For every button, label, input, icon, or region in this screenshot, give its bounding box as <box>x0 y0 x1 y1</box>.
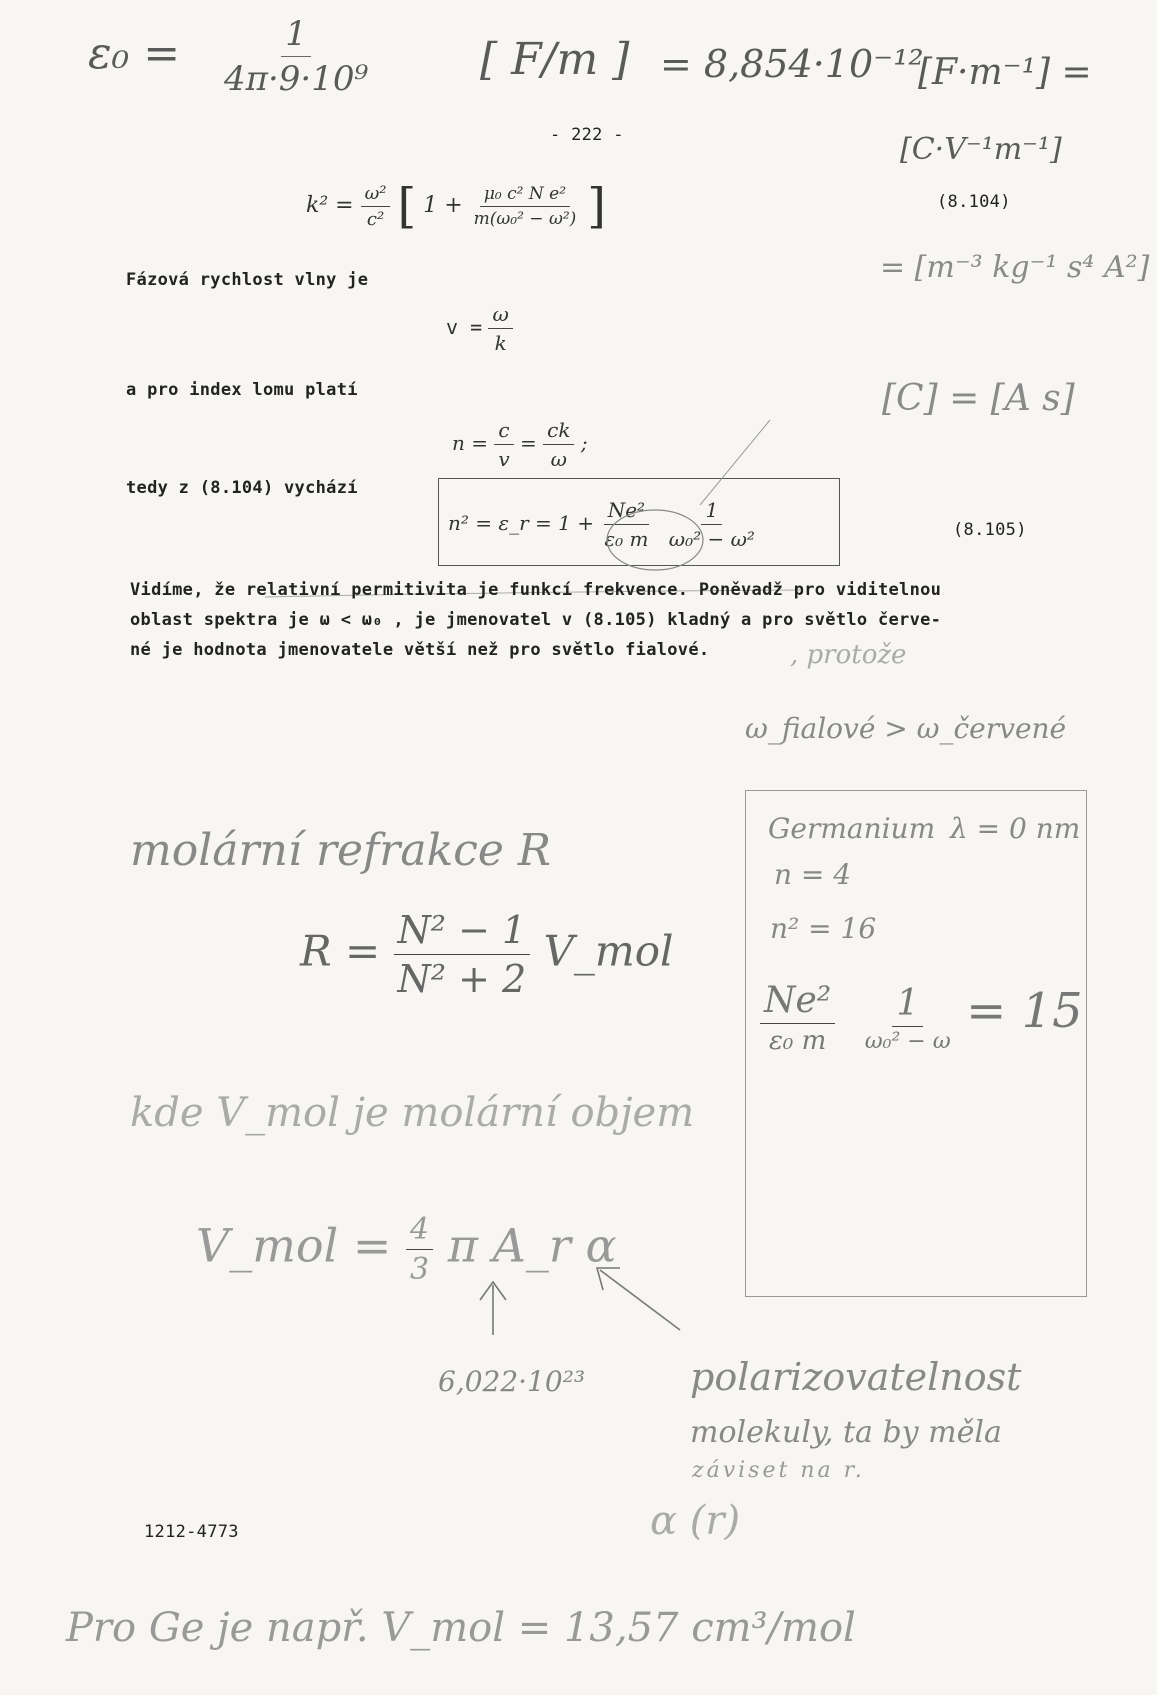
hw-bottom-vmol-ge: Pro Ge je např. V_mol = 13,57 cm³/mol <box>66 1605 856 1651</box>
hw-avogadro: 6,022·10²³ <box>438 1365 586 1398</box>
paragraph-line-1: Vidíme, že relativní permitivita je funkcí frekvence. Poněvadž pro viditelnou <box>130 580 942 600</box>
hw-R-vmol: V_mol <box>543 926 674 976</box>
n-f1-num: c <box>494 418 513 445</box>
n-lhs: n = <box>452 431 488 455</box>
hw-R-lhs: R = <box>300 926 381 976</box>
eq104-one-plus: 1 + <box>423 193 463 218</box>
n-f1-den: v <box>498 447 510 471</box>
hw-ge-result: = 15 <box>966 983 1083 1039</box>
n-semicolon: ; <box>580 431 588 455</box>
eq-8-104: k² = $\frac{\text{ω²}}{\text{c²}}$ [ 1 + $\frac{\text{μ₀ c² N e²}}{\text{m(ω₀² − ω²)}}$ ] <box>306 178 606 234</box>
eq104-frac-den: c² <box>366 208 385 230</box>
text-tedy: tedy z (8.104) vychází <box>126 478 358 498</box>
hw-molar-refraction-title: molární refrakce R <box>130 825 552 876</box>
paragraph-line-2: oblast spektra je ω < ω₀ , je jmenovatel v (8.105) kladný a pro světlo červe- <box>130 610 942 630</box>
v-den: k <box>494 331 507 355</box>
hw-vmol-frac-num: 4 <box>406 1212 433 1250</box>
hw-epsilon-value: = 8,854·10⁻¹² <box>660 42 924 86</box>
n-f2-den: ω <box>550 447 567 471</box>
hw-R-num: N² − 1 <box>394 908 531 955</box>
eq105-f2-den: ω₀² − ω² <box>668 527 755 551</box>
hw-unit-SI: = [m⁻³ kg⁻¹ s⁴ A²] <box>880 250 1150 285</box>
eq104-frac-num: ω² <box>361 183 391 207</box>
n-f2-num: ck <box>543 418 574 445</box>
eq105-f1-num: Ne² <box>604 498 649 525</box>
hw-vmol-lhs: V_mol = <box>196 1218 392 1273</box>
eq105-lhs: n² = ε_r = 1 + <box>448 511 594 535</box>
hw-germanium-n2: n² = 16 <box>770 912 877 945</box>
document-code: 1212-4773 <box>144 1522 239 1542</box>
hw-germanium-title: Germanium <box>768 812 936 845</box>
hw-germanium-n: n = 4 <box>774 858 852 891</box>
eq-label-8-104: (8.104) <box>937 192 1011 212</box>
hw-unit-coulomb: [C] = [A s] <box>882 378 1075 419</box>
hw-unit-Fm: [F·m⁻¹] = <box>918 52 1092 93</box>
n-eq: = <box>520 431 537 455</box>
page-number: - 222 - <box>550 125 624 145</box>
hw-omega-compare: ω_fialové > ω_červené <box>745 712 1067 745</box>
hw-polarizovatelnost: polarizovatelnost <box>690 1355 1022 1399</box>
hw-germanium-expression <box>760 980 1083 1056</box>
hw-germanium-lambda: λ = 0 nm <box>950 812 1081 845</box>
hw-epsilon-num: 1 <box>281 14 311 57</box>
hw-vmol-frac-den: 3 <box>410 1252 430 1287</box>
hw-epsilon-lhs: ε₀ = <box>88 28 181 79</box>
hw-alpha-r: α (r) <box>650 1498 741 1544</box>
hw-zaviset: záviset na r. <box>692 1458 865 1483</box>
eq104-inner-den: m(ω₀² − ω²) <box>473 208 577 229</box>
hw-ge-f2-num: 1 <box>892 983 923 1027</box>
v-num: ω <box>488 302 512 329</box>
eq104-inner-num: μ₀ c² N e² <box>480 184 570 207</box>
hw-ge-den: ε₀ m <box>768 1026 827 1056</box>
eq105-f2-num: 1 <box>701 498 722 525</box>
hw-epsilon-den: 4π·9·10⁹ <box>224 59 369 99</box>
hw-molekuly: molekuly, ta by měla <box>690 1415 1002 1450</box>
eq-label-8-105: (8.105) <box>953 520 1027 540</box>
hw-unit-CVm: [C·V⁻¹m⁻¹] <box>900 132 1062 167</box>
hw-R-den: N² + 2 <box>397 957 527 1001</box>
hw-unit-F-per-m: [ F/m ] <box>480 34 630 85</box>
v-lhs: v = <box>446 315 483 339</box>
eq104-lhs: k² = <box>306 193 354 218</box>
hw-protoze: , protože <box>790 640 907 670</box>
hw-kde-vmol: kde V_mol je molární objem <box>130 1090 695 1136</box>
text-phase-velocity: Fázová rychlost vlny je <box>126 270 369 290</box>
paragraph-line-3: né je hodnota jmenovatele větší než pro světlo fialové. <box>130 640 710 660</box>
text-index: a pro index lomu platí <box>126 380 358 400</box>
eq105-f1-den: ε₀ m <box>604 527 649 551</box>
hw-ge-num: Ne² <box>760 980 835 1024</box>
hw-vmol-rest: π A_r α <box>447 1218 617 1273</box>
hw-ge-f2-den: ω₀² − ω <box>864 1028 951 1054</box>
